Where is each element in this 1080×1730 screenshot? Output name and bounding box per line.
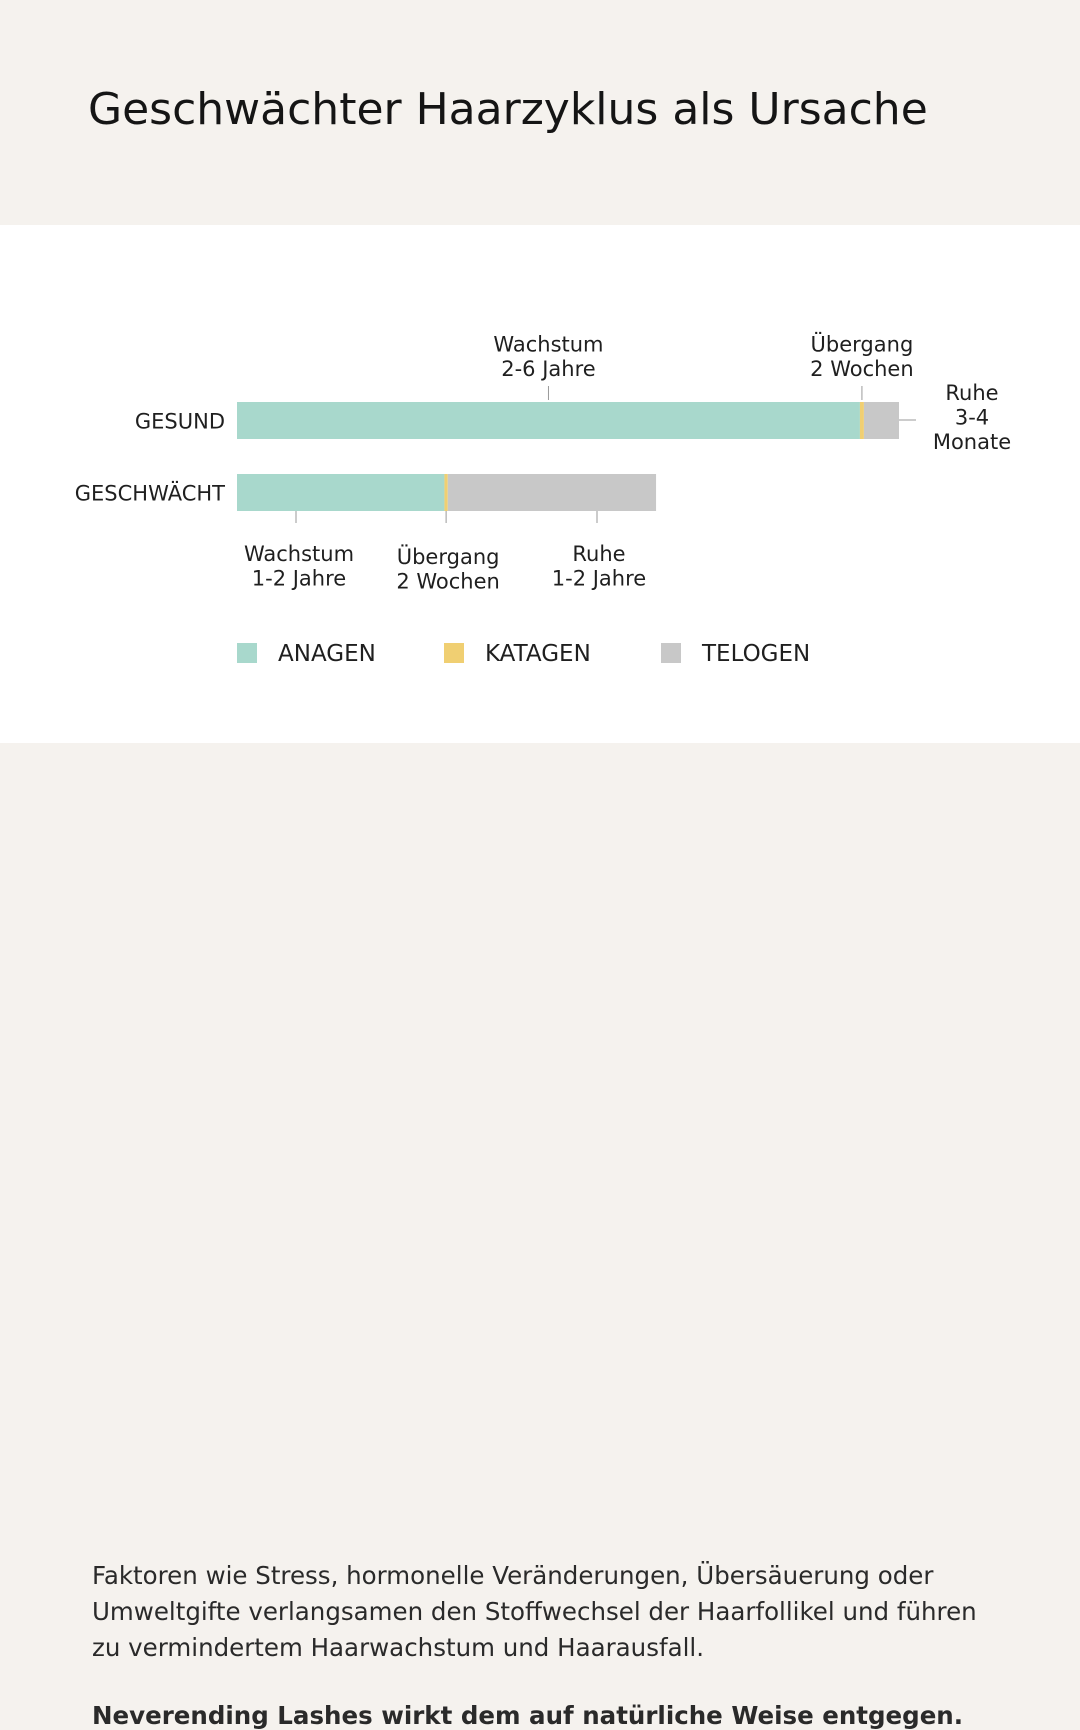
annotation-label xyxy=(552,542,646,591)
annotation-line: Ruhe xyxy=(945,381,999,405)
description-text xyxy=(92,1558,1042,1666)
annotation-line: Übergang xyxy=(810,332,914,357)
annotation-line: Übergang xyxy=(396,545,500,569)
bar-katagen xyxy=(860,402,864,439)
legend-label: TELOGEN xyxy=(702,641,811,667)
annotation-label xyxy=(933,381,1011,454)
legend-label: KATAGEN xyxy=(485,641,591,667)
chart-panel xyxy=(0,225,1080,743)
bar-telogen xyxy=(864,402,899,439)
page-title: Geschwächter Haarzyklus als Ursache xyxy=(88,84,928,135)
annotation-label xyxy=(810,332,914,382)
legend-swatch-anagen xyxy=(237,643,257,663)
bar-anagen xyxy=(237,474,444,511)
annotation-line: 2 Wochen xyxy=(810,357,914,381)
bar-anagen xyxy=(237,402,860,439)
annotation-label xyxy=(396,544,500,594)
annotation-line: 1-2 Jahre xyxy=(251,566,347,591)
annotation-line: Ruhe xyxy=(572,542,626,566)
hair-cycle-chart xyxy=(0,225,1080,743)
bar-telogen xyxy=(448,474,656,511)
bar-katagen xyxy=(444,474,447,511)
legend-swatch-katagen xyxy=(444,643,464,663)
legend-label: ANAGEN xyxy=(278,641,376,667)
description-line: zu vermindertem Haarwachstum und Haarausfall. xyxy=(92,1633,705,1662)
legend-swatch-telogen xyxy=(661,643,681,663)
annotation-line: Wachstum xyxy=(243,542,355,566)
annotation-line: 2 Wochen xyxy=(396,569,500,594)
annotation-line: 2-6 Jahre xyxy=(501,357,596,381)
header xyxy=(0,0,1080,225)
annotation-line: Wachstum xyxy=(493,332,604,357)
annotation-line: 1-2 Jahre xyxy=(551,566,647,591)
description-line: Faktoren wie Stress, hormonelle Veränderungen, Übersäuerung oder xyxy=(92,1561,934,1590)
category-label: GESUND xyxy=(134,409,225,434)
annotation-line: Monate xyxy=(932,430,1012,454)
annotation-label xyxy=(244,542,354,591)
annotation-line: 3-4 xyxy=(954,405,990,430)
annotation-label xyxy=(493,333,603,382)
category-label: GESCHWÄCHT xyxy=(74,481,225,506)
footer xyxy=(0,743,1080,1730)
description-line: Umweltgifte verlangsamen den Stoffwechsel der Haarfollikel und führen xyxy=(92,1597,977,1626)
claim-text: Neverending Lashes wirkt dem auf natürliche Weise entgegen. xyxy=(92,1701,964,1730)
